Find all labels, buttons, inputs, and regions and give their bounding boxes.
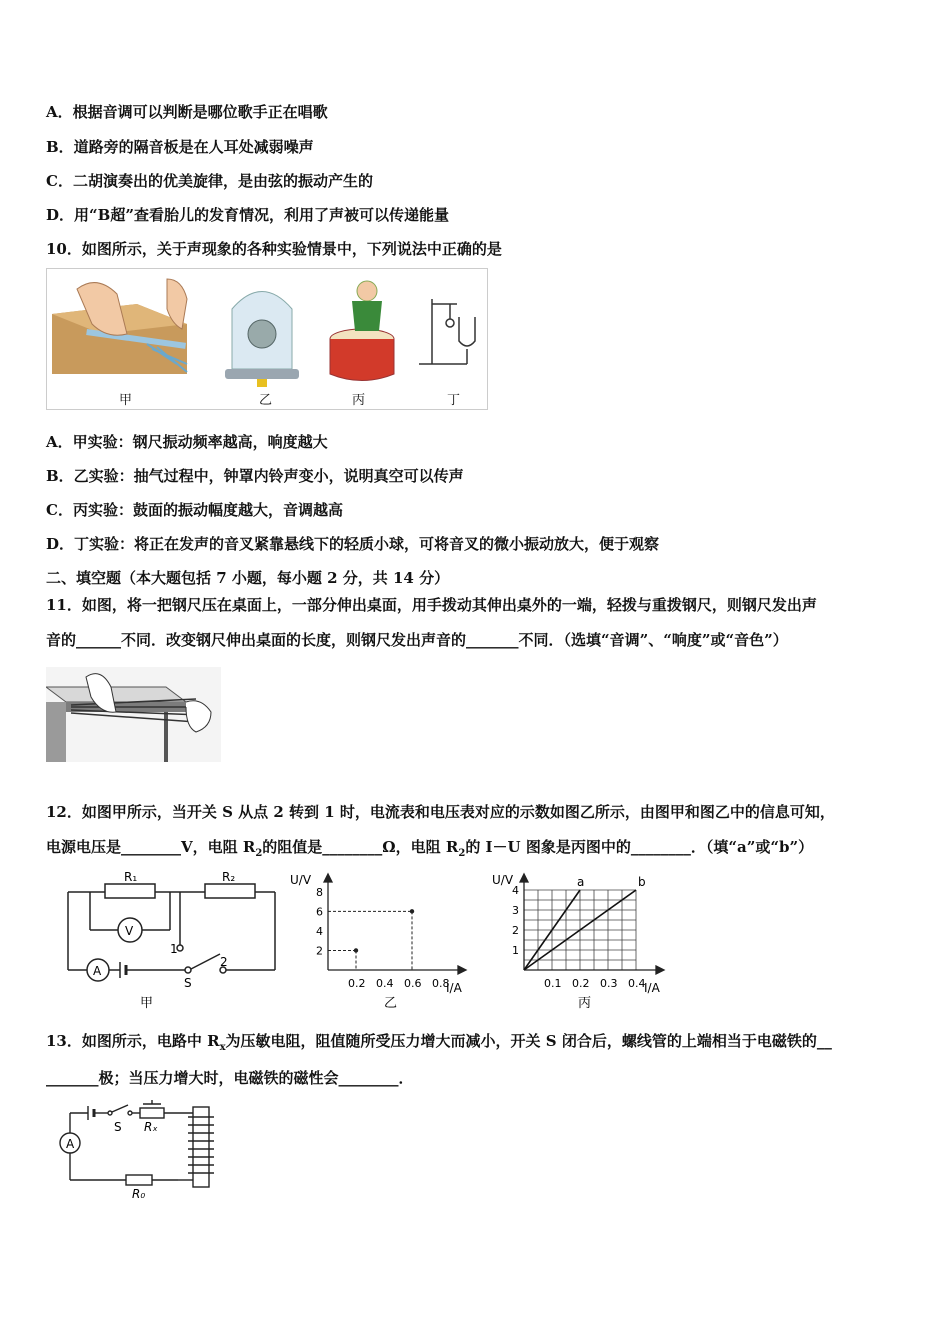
data-point <box>354 948 358 952</box>
q12-subscript-1: 2 <box>255 848 263 859</box>
y-tick-label: 2 <box>316 944 323 958</box>
q13-circuit <box>48 1095 223 1205</box>
y-axis-arrow-icon <box>324 874 332 882</box>
q9-option-b: B．道路旁的隔音板是在人耳处减弱噪声 <box>46 138 314 156</box>
yi-caption: 乙 <box>384 996 398 1011</box>
yi-ylabel: U/V <box>290 873 312 887</box>
caption-bing: 丙 <box>352 393 366 408</box>
label-r1: R₁ <box>124 870 138 884</box>
q12-line-2 <box>46 836 813 859</box>
q12-line-2-part-a: 电源电压是________V，电阻 R <box>46 838 256 856</box>
x-tick-label: 0.4 <box>376 977 394 990</box>
q11-ruler-illustration <box>46 667 221 762</box>
q13-line-1 <box>46 1030 832 1053</box>
q13-circuit-diagram <box>48 1095 223 1205</box>
x-tick-label: 0.4 <box>628 977 646 990</box>
voltmeter-label: V <box>125 924 134 938</box>
y-axis-arrow-icon <box>520 874 528 882</box>
q13-line-1-part-a: 13．如图所示，电路中 R <box>46 1032 220 1050</box>
q13-r0-label: R₀ <box>132 1187 146 1201</box>
q13-line-1-part-b: 为压敏电阻，阻值随所受压力增大而减小，开关 S 闭合后，螺线管的上端相当于电磁铁的__ <box>225 1032 832 1050</box>
x-tick-label: 0.8 <box>432 977 450 990</box>
y-tick-label: 4 <box>512 884 519 897</box>
caption-ding: 丁 <box>447 393 461 408</box>
q12-subscript-2: 2 <box>458 848 466 859</box>
q13-rx-label: Rₓ <box>144 1120 158 1134</box>
y-tick-label: 2 <box>512 924 519 937</box>
contact-2-label: 2 <box>220 955 228 969</box>
caption-jia-circuit: 甲 <box>140 996 154 1011</box>
q13-line-2: _______极；当压力增大时，电磁铁的磁性会________． <box>46 1069 414 1087</box>
bell-jar-illustration <box>225 292 299 388</box>
drum-illustration <box>330 281 394 381</box>
x-tick-label: 0.1 <box>544 977 562 990</box>
data-point <box>410 909 414 913</box>
caption-yi: 乙 <box>259 393 273 408</box>
bing-xlabel: I/A <box>644 981 660 995</box>
series-label-a: a <box>577 875 585 889</box>
q10-illustrations <box>47 269 487 409</box>
q12-chart-yi <box>288 870 473 1015</box>
q13-subscript-x: x <box>219 1042 226 1053</box>
tuning-fork-illustration <box>419 299 475 364</box>
label-r2: R₂ <box>222 870 236 884</box>
q10-option-d: D．丁实验：将正在发声的音叉紧靠悬线下的轻质小球，可将音叉的微小振动放大，便于观察 <box>46 535 660 553</box>
q10-option-a: A．甲实验：钢尺振动频率越高，响度越大 <box>46 433 328 451</box>
bing-ylabel: U/V <box>492 873 514 887</box>
y-tick-label: 1 <box>512 944 519 957</box>
x-tick-label: 0.2 <box>572 977 590 990</box>
ammeter-label: A <box>93 964 102 978</box>
contact-1-label: 1 <box>170 942 178 956</box>
ruler-experiment-illustration <box>52 279 187 374</box>
q10-option-c: C．丙实验：鼓面的振动幅度越大，音调越高 <box>46 501 343 519</box>
yi-xlabel: I/A <box>446 981 462 995</box>
x-tick-label: 0.6 <box>404 977 422 990</box>
y-tick-label: 6 <box>316 905 323 919</box>
chart-bing-svg <box>488 870 673 1015</box>
q11-figure <box>46 667 221 762</box>
q10-option-b: B．乙实验：抽气过程中，钟罩内铃声变小，说明真空可以传声 <box>46 467 464 485</box>
bing-caption: 丙 <box>578 996 592 1011</box>
x-axis-arrow-icon <box>458 966 466 974</box>
q12-line-2-part-b: 的阻值是________Ω，电阻 R <box>262 838 459 856</box>
q12-line-1: 12．如图甲所示，当开关 S 从点 2 转到 1 时，电流表和电压表对应的示数如图乙所示，由图甲和图乙中的信息可知， <box>46 803 835 821</box>
y-tick-label: 4 <box>316 924 323 938</box>
y-tick-label: 3 <box>512 904 519 917</box>
q11-line-1: 11．如图，将一把钢尺压在桌面上，一部分伸出桌面，用手拨动其伸出桌外的一端，轻拨与重拨钢尺，则钢尺发出声 <box>46 596 817 614</box>
chart-yi-svg <box>288 870 473 1015</box>
y-tick-label: 8 <box>316 885 323 899</box>
switch-label: S <box>184 976 192 990</box>
q10-figure <box>46 268 488 410</box>
q11-line-2: 音的______不同．改变钢尺伸出桌面的长度，则钢尺发出声音的_______不同．（选填“音调”、“响度”或“音色”） <box>46 631 788 649</box>
q10-stem: 10．如图所示，关于声现象的各种实验情景中，下列说法中正确的是 <box>46 240 502 258</box>
x-tick-label: 0.2 <box>348 977 366 990</box>
x-tick-label: 0.3 <box>600 977 618 990</box>
q13-switch-label: S <box>114 1120 122 1134</box>
q9-option-a: A．根据音调可以判断是哪位歌手正在唱歌 <box>46 103 328 121</box>
q13-ammeter-label: A <box>66 1137 75 1151</box>
q9-option-c: C．二胡演奏出的优美旋律，是由弦的振动产生的 <box>46 172 373 190</box>
q12-circuit-jia <box>60 870 285 1015</box>
circuit-diagram-jia <box>60 870 285 1015</box>
x-axis-arrow-icon <box>656 966 664 974</box>
q12-chart-bing <box>488 870 673 1015</box>
section-2-heading: 二、填空题（本大题包括 7 小题，每小题 2 分，共 14 分） <box>46 569 450 587</box>
series-label-b: b <box>638 875 646 889</box>
q12-line-2-part-c: 的 I－U 图象是丙图中的________．（填“a”或“b”） <box>465 838 814 856</box>
q9-option-d: D．用“B超”查看胎儿的发育情况，利用了声被可以传递能量 <box>46 206 449 224</box>
caption-jia: 甲 <box>119 393 133 408</box>
